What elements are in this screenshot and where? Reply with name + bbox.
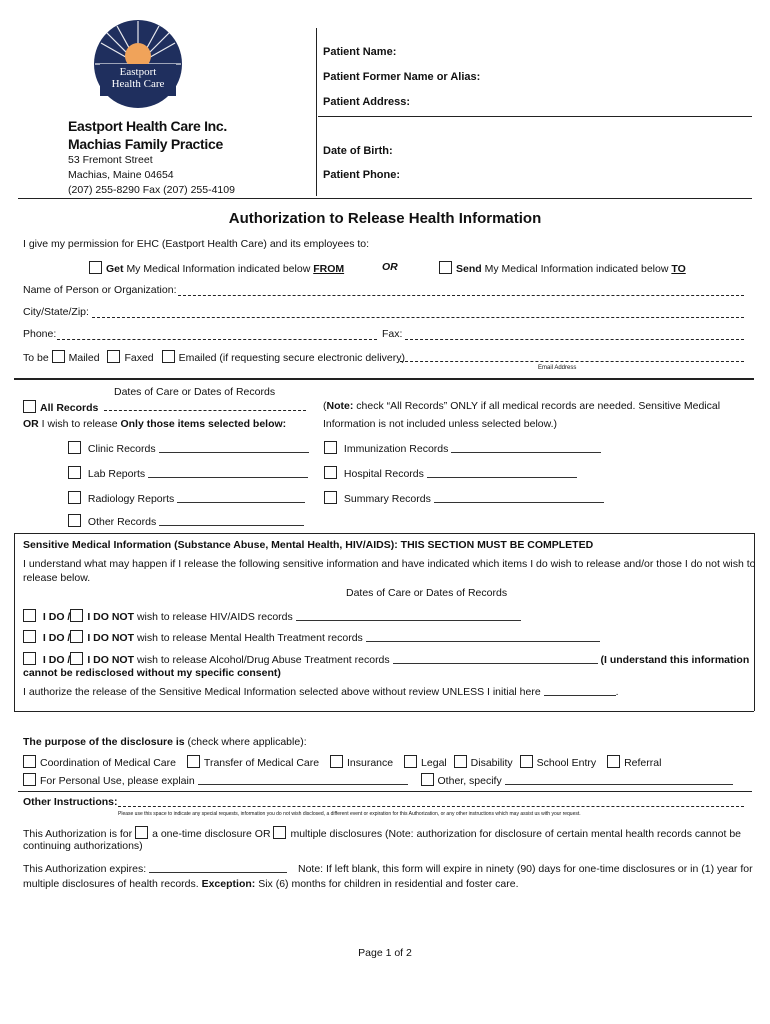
patient-dob-label: Date of Birth:	[323, 145, 393, 157]
summary-records-field[interactable]	[434, 493, 604, 503]
initial-field[interactable]	[544, 686, 616, 696]
clinic-street: 53 Fremont Street	[68, 154, 153, 166]
understand-1: (I understand this information	[600, 654, 750, 666]
lab-reports-field[interactable]	[148, 468, 308, 478]
only-selected-text	[23, 418, 286, 430]
summary-records-label: Summary Records	[343, 493, 431, 505]
note-bold: Note:	[326, 400, 354, 412]
send-text: My Medical Information indicated below	[484, 263, 669, 275]
get-text: My Medical Information indicated below	[126, 263, 311, 275]
summary-records-option[interactable]	[324, 491, 604, 505]
only-text-2: Only those items selected below:	[120, 418, 287, 430]
sensitive-text-2: release below.	[23, 572, 91, 584]
personal-label: For Personal Use, please explain	[40, 775, 195, 787]
expires-label-text: This Authorization expires:	[23, 863, 147, 875]
mh-dates-field[interactable]	[366, 632, 600, 642]
lab-reports-option[interactable]	[68, 466, 308, 480]
sensitive-dates-header: Dates of Care or Dates of Records	[346, 587, 508, 599]
other-records-field[interactable]	[159, 516, 304, 526]
hiv-do-label: I DO /	[42, 611, 71, 623]
records-note-2: Information is not included unless selected below.)	[323, 418, 558, 430]
expires-field[interactable]	[149, 863, 287, 873]
referral-label: Referral	[624, 757, 662, 769]
clinic-records-checkbox[interactable]	[68, 441, 81, 454]
insurance-label: Insurance	[347, 757, 394, 769]
hiv-row	[23, 609, 521, 623]
radiology-reports-option[interactable]	[68, 491, 305, 505]
mh-donot-checkbox[interactable]	[70, 630, 83, 643]
hiv-text: wish to release HIV/AIDS records	[136, 611, 293, 623]
note-open: (	[323, 400, 327, 412]
sub-donot-label: I DO NOT	[87, 654, 135, 666]
personal-field[interactable]	[198, 775, 408, 785]
transfer-label: Transfer of Medical Care	[203, 757, 320, 769]
recipient-name-label: Name of Person or Organization:	[23, 284, 177, 296]
sensitive-text-1: I understand what may happen if I release the following sensitive information and have indicated which items I do wish to release and/or those I do not wish to	[23, 558, 756, 570]
multiple-label: multiple disclosures (Note: authorization for disclosure of certain mental health records cannot be	[290, 828, 742, 840]
sub-do-label: I DO /	[42, 654, 71, 666]
clinic-city: Machias, Maine 04654	[68, 169, 174, 181]
logo-emblem-icon	[92, 18, 184, 110]
other-purpose-label: Other, specify	[437, 775, 502, 787]
emailed-label: Emailed (if requesting secure electronic delivery)	[178, 352, 406, 364]
recipient-phone-label: Phone:	[23, 328, 57, 340]
hospital-records-checkbox[interactable]	[324, 466, 337, 479]
only-text-1: I wish to release	[41, 418, 118, 430]
hiv-dates-field[interactable]	[296, 611, 521, 621]
expires-note-2a: multiple disclosures of health records.	[23, 878, 199, 890]
clinic-name: Eastport Health Care Inc.	[68, 118, 227, 134]
disability-checkbox[interactable]	[454, 755, 467, 768]
all-records-dates-field[interactable]	[104, 410, 306, 411]
all-records-option[interactable]	[23, 400, 98, 414]
authorize-text: I authorize the release of the Sensitive Medical Information selected above without review UNLESS I initial here	[23, 686, 541, 698]
records-note-1	[323, 400, 720, 412]
get-option[interactable]	[89, 261, 344, 275]
logo-line-2: Health Care	[111, 78, 165, 90]
disability-label: Disability	[470, 757, 513, 769]
other-records-label: Other Records	[87, 516, 157, 528]
note-text-1: check “All Records” ONLY if all medical records are needed. Sensitive Medical	[356, 400, 721, 412]
expires-note-2b: Six (6) months for children in residential and foster care.	[258, 878, 519, 890]
lab-reports-checkbox[interactable]	[68, 466, 81, 479]
clinic-records-option[interactable]	[68, 441, 309, 455]
coordination-checkbox[interactable]	[23, 755, 36, 768]
recipient-fax-label: Fax:	[382, 328, 403, 340]
sub-text: wish to release Alcohol/Drug Abuse Treatment records	[136, 654, 390, 666]
or-label: OR	[382, 261, 398, 273]
send-option[interactable]	[439, 261, 686, 275]
logo-line-1: Eastport	[119, 66, 157, 78]
personal-checkbox[interactable]	[23, 773, 36, 786]
coordination-label: Coordination of Medical Care	[40, 757, 176, 769]
sub-dates-field[interactable]	[393, 654, 598, 664]
patient-name-label: Patient Name:	[323, 46, 397, 58]
instructions-field[interactable]	[118, 806, 744, 807]
other-records-checkbox[interactable]	[68, 514, 81, 527]
hospital-records-option[interactable]	[324, 466, 577, 480]
patient-phone-label: Patient Phone:	[323, 169, 401, 181]
mh-do-checkbox[interactable]	[23, 630, 36, 643]
radiology-reports-label: Radiology Reports	[87, 493, 175, 505]
recipient-city-label: City/State/Zip:	[23, 306, 89, 318]
multiple-checkbox[interactable]	[273, 826, 286, 839]
send-to: TO	[671, 263, 686, 275]
clinic-practice: Machias Family Practice	[68, 136, 223, 152]
clinic-phone: (207) 255-8290 Fax (207) 255-4109	[68, 184, 235, 196]
mental-health-row	[23, 630, 600, 644]
recipient-name-field[interactable]	[178, 295, 744, 296]
dates-header: Dates of Care or Dates of Records	[114, 386, 276, 398]
recipient-fax-field[interactable]	[405, 339, 744, 340]
send-checkbox[interactable]	[439, 261, 452, 274]
other-purpose-field[interactable]	[505, 775, 733, 785]
radiology-reports-field[interactable]	[177, 493, 305, 503]
hiv-donot-label: I DO NOT	[87, 611, 135, 623]
expires-note-2	[23, 878, 519, 890]
mailed-label: Mailed	[68, 352, 100, 364]
hospital-records-field[interactable]	[427, 468, 577, 478]
email-caption: Email Address	[538, 365, 577, 371]
mh-donot-label: I DO NOT	[87, 632, 135, 644]
faxed-checkbox[interactable]	[107, 350, 120, 363]
substance-row	[23, 652, 749, 666]
emailed-checkbox[interactable]	[162, 350, 175, 363]
get-label: Get	[106, 263, 124, 275]
recipient-city-field[interactable]	[92, 317, 744, 318]
other-purpose-checkbox[interactable]	[421, 773, 434, 786]
clinic-records-label: Clinic Records	[87, 443, 156, 455]
summary-records-checkbox[interactable]	[324, 491, 337, 504]
auth-for-prefix: This Authorization is for	[23, 828, 133, 840]
purpose-row-1	[23, 755, 661, 769]
intro-text: I give my permission for EHC (Eastport Health Care) and its employees to:	[23, 238, 370, 250]
immunization-records-field[interactable]	[451, 443, 601, 453]
referral-checkbox[interactable]	[607, 755, 620, 768]
to-be-label: To be	[23, 352, 49, 364]
school-label: School Entry	[536, 757, 597, 769]
all-records-checkbox[interactable]	[23, 400, 36, 413]
other-records-option[interactable]	[68, 514, 304, 528]
authorization-for-row	[23, 826, 741, 840]
one-time-checkbox[interactable]	[135, 826, 148, 839]
legal-checkbox[interactable]	[404, 755, 417, 768]
purpose-bold: The purpose of the disclosure is	[23, 736, 185, 748]
purpose-label	[23, 736, 307, 748]
one-time-label: a one-time disclosure OR	[152, 828, 271, 840]
sub-do-checkbox[interactable]	[23, 652, 36, 665]
expires-label	[23, 863, 287, 875]
insurance-checkbox[interactable]	[330, 755, 343, 768]
faxed-label: Faxed	[124, 352, 154, 364]
patient-former-label: Patient Former Name or Alias:	[323, 71, 481, 83]
form-title: Authorization to Release Health Information	[228, 210, 542, 227]
mh-do-label: I DO /	[42, 632, 71, 644]
hiv-do-checkbox[interactable]	[23, 609, 36, 622]
purpose-rest: (check where applicable):	[187, 736, 307, 748]
immunization-records-option[interactable]	[324, 441, 601, 455]
understand-2: cannot be redisclosed without my specific consent)	[23, 667, 281, 679]
patient-address-label: Patient Address:	[323, 96, 411, 108]
authorize-row: I authorize the release of the Sensitive Medical Information selected above without review UNLESS I initial here .	[23, 686, 619, 698]
all-records-label: All Records	[40, 402, 99, 414]
logo	[92, 18, 184, 110]
or-only: OR	[23, 418, 39, 430]
legal-label: Legal	[421, 757, 447, 769]
immunization-records-label: Immunization Records	[343, 443, 449, 455]
send-label: Send	[456, 263, 482, 275]
expires-note: Note: If left blank, this form will expire in ninety (90) days for one-time disclosures or in (1) year for	[298, 863, 753, 875]
lab-reports-label: Lab Reports	[87, 468, 146, 480]
auth-for-cont: continuing authorizations)	[23, 840, 143, 852]
get-checkbox[interactable]	[89, 261, 102, 274]
mh-text: wish to release Mental Health Treatment records	[136, 632, 363, 644]
email-field[interactable]	[400, 361, 744, 362]
sub-donot-checkbox[interactable]	[70, 652, 83, 665]
mailed-checkbox[interactable]	[52, 350, 65, 363]
recipient-phone-field[interactable]	[57, 339, 377, 340]
radiology-reports-checkbox[interactable]	[68, 491, 81, 504]
exception-label: Exception:	[201, 878, 256, 890]
get-from: FROM	[313, 263, 345, 275]
hiv-donot-checkbox[interactable]	[70, 609, 83, 622]
immunization-records-checkbox[interactable]	[324, 441, 337, 454]
instructions-label: Other Instructions:	[23, 796, 118, 808]
purpose-row-2	[23, 773, 733, 787]
clinic-records-field[interactable]	[159, 443, 309, 453]
school-checkbox[interactable]	[520, 755, 533, 768]
sensitive-heading: Sensitive Medical Information (Substance Abuse, Mental Health, HIV/AIDS): THIS SECTION MUST BE COMPLETED	[23, 539, 594, 551]
page-number: Page 1 of 2	[358, 947, 412, 959]
transfer-checkbox[interactable]	[187, 755, 200, 768]
delivery-row	[23, 350, 405, 364]
hospital-records-label: Hospital Records	[343, 468, 424, 480]
instructions-caption: Please use this space to indicate any special requests, information you do not wish disclosed, a different event or expiration for this Authorization, or any other instructions which may assist us with your request.	[118, 811, 581, 817]
